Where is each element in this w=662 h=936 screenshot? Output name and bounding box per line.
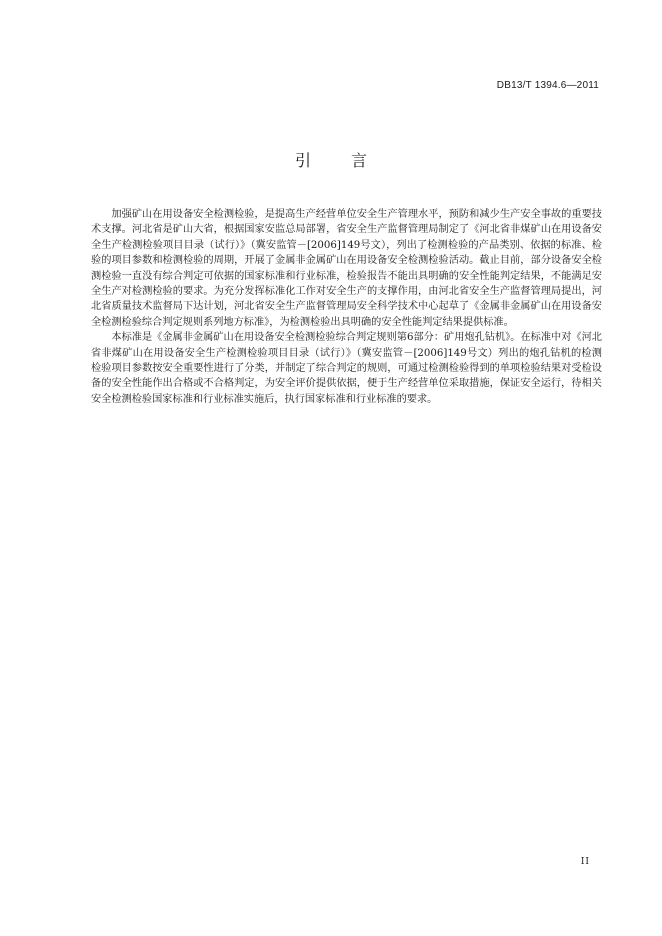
page-number: II bbox=[580, 857, 590, 867]
page-title: 引言 bbox=[294, 151, 407, 170]
document-body bbox=[91, 207, 602, 407]
paragraph-1: 加强矿山在用设备安全检测检验，是提高生产经营单位安全生产管理水平，预防和减少生产安全事故的重要技术支撑。河北省是矿山大省，根据国家安监总局部署，省安全生产监督管理局制定了《河北省非煤矿山在用设备安全生产检测检验项目目录（试行）》（冀安监管－[2006]149号文），列出了检测检验的产品类别、依据的标准、检验的项目参数和检测检验的周期，开展了金属非金属矿山在用设备安全检测检验活动。截止目前，部分设备安全检测检验一直没有综合判定可依据的国家标准和行业标准，检验报告不能出具明确的安全性能判定结果，不能满足安全生产对检测检验的要求。为充分发挥标准化工作对安全生产的支撑作用，由河北省安全生产监督管理局提出，河北省质量技术监督局下达计划，河北省安全生产监督管理局安全科学技术中心起草了《金属非金属矿山在用设备安全检测检验综合判定规则系列地方标准》，为检测检验出具明确的安全性能判定结果提供标准。 bbox=[91, 209, 602, 328]
paragraph-2: 本标准是《金属非金属矿山在用设备安全检测检验综合判定规则第6部分：矿用炮孔钻机》。在标准中对《河北省非煤矿山在用设备安全生产检测检验项目目录（试行）》（冀安监管－[2006]149号文）列出的炮孔钻机的检测检验项目参数按安全重要性进行了分类，并制定了综合判定的规则，可通过检测检验得到的单项检验结果对受检设备的安全性能作出合格或不合格判定，为安全评价提供依据，便于生产经营单位采取措施，保证安全运行，待相关安全检测检验国家标准和行业标准实施后，执行国家标准和行业标准的要求。 bbox=[91, 332, 602, 405]
document-code: DB13/T 1394.6—2011 bbox=[496, 80, 599, 91]
